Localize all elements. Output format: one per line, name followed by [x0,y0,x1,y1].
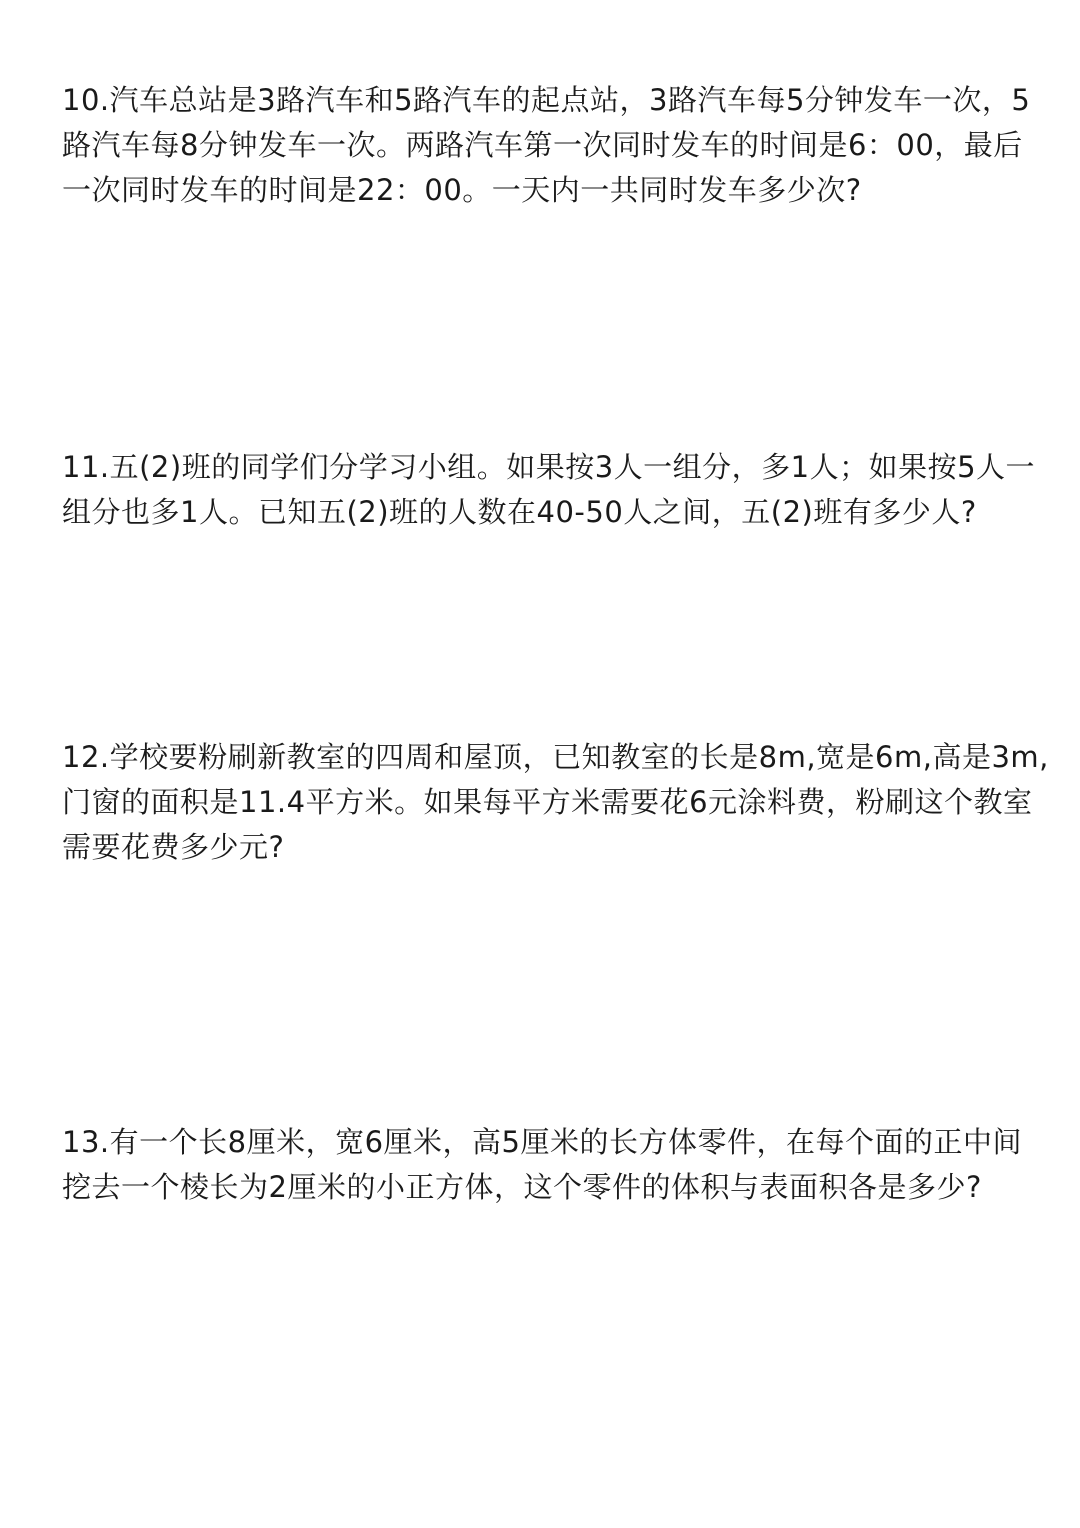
problem-13-line-1: 13.有一个长8厘米，宽6厘米，高5厘米的长方体零件，在每个面的正中间 [62,1125,1022,1159]
problem-11-line-1: 11.五(2)班的同学们分学习小组。如果按3人一组分，多1人；如果按5人一 [62,450,1036,484]
problem-12-line-1: 12.学校要粉刷新教室的四周和屋顶，已知教室的长是8m,宽是6m,高是3m, [62,740,1049,774]
problem-10 [62,78,1031,213]
problem-12-line-2: 门窗的面积是11.4平方米。如果每平方米需要花6元涂料费，粉刷这个教室 [62,785,1033,819]
problem-10-line-1: 10.汽车总站是3路汽车和5路汽车的起点站，3路汽车每5分钟发车一次，5 [62,83,1031,117]
problem-11-line-2: 组分也多1人。已知五(2)班的人数在40-50人之间，五(2)班有多少人? [62,495,977,529]
problem-11 [62,445,1036,535]
problem-10-line-2: 路汽车每8分钟发车一次。两路汽车第一次同时发车的时间是6：00，最后 [62,128,1023,162]
problem-13-line-2: 挖去一个棱长为2厘米的小正方体，这个零件的体积与表面积各是多少? [62,1170,982,1204]
problem-10-line-3: 一次同时发车的时间是22：00。一天内一共同时发车多少次? [62,173,862,207]
problem-13 [62,1120,1022,1210]
problem-12 [62,735,1049,870]
problem-12-line-3: 需要花费多少元? [62,830,285,864]
